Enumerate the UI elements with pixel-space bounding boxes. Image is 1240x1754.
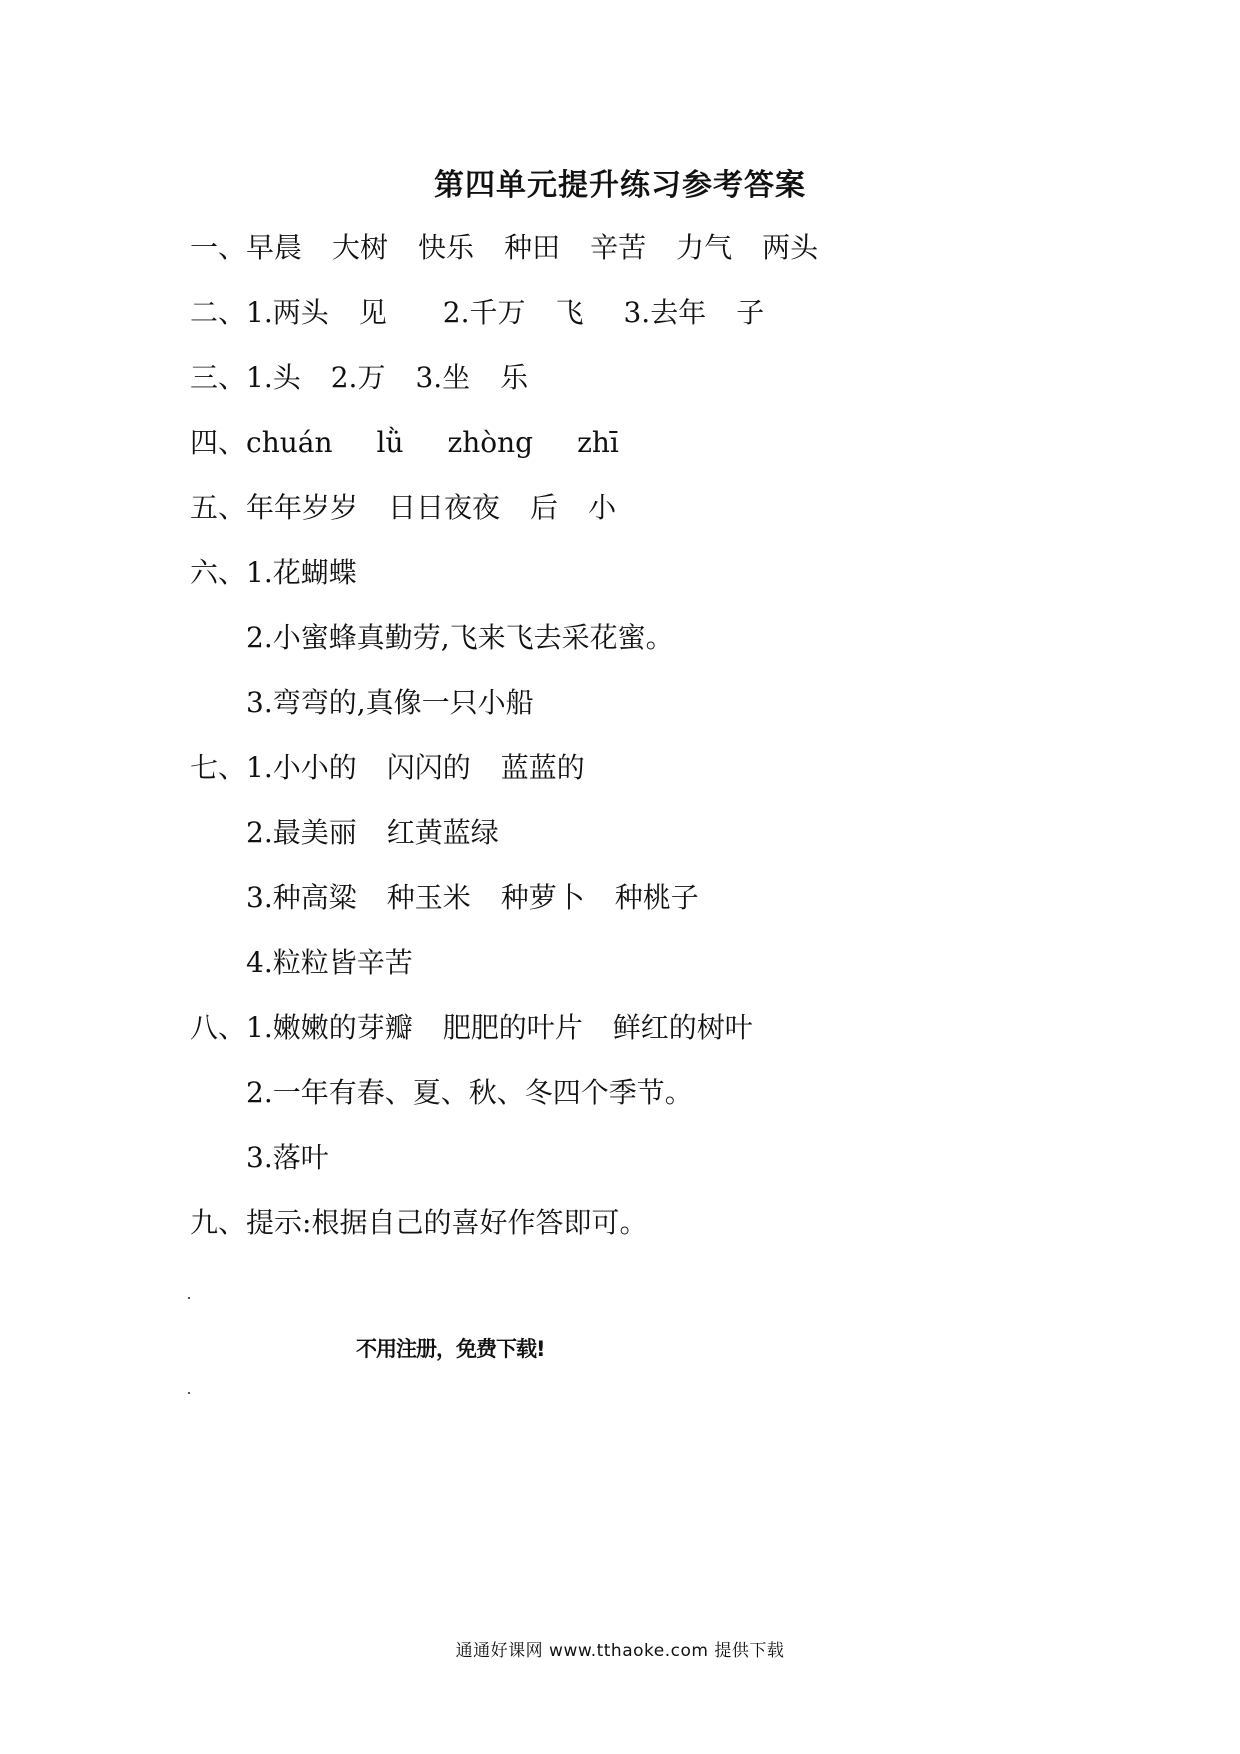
section-label: 二、 (190, 296, 247, 329)
answer-line-6-1 (190, 555, 357, 591)
answer-line-8-2 (246, 1075, 693, 1111)
footer-text: 通通好课网 www.tthaoke.com 提供下载 (455, 1641, 785, 1661)
answer-line-3 (190, 360, 528, 396)
pinyin-item: zhī (577, 426, 619, 459)
answer-line-8-3 (246, 1140, 329, 1176)
answer-item: 3.落叶 (246, 1141, 329, 1174)
answer-item: 种玉米 (386, 881, 471, 914)
answer-line-7-3 (246, 880, 699, 916)
page-title: 第四单元提升练习参考答案 (434, 168, 806, 203)
answer-item: 肥肥的叶片 (442, 1011, 583, 1044)
answer-item: 种田 (504, 231, 561, 264)
answer-item: 小 (588, 491, 617, 524)
answer-line-9 (190, 1205, 647, 1241)
answer-item: 3.去年 (623, 296, 707, 329)
answer-line-8-1 (190, 1010, 753, 1046)
answer-item: 年年岁岁 (246, 491, 359, 524)
answer-item: 3.弯弯的,真像一只小船 (246, 686, 534, 719)
section-label: 四、 (190, 426, 247, 459)
answer-item: 1.头 (246, 361, 301, 394)
answer-item: 大树 (332, 231, 389, 264)
answer-item: 1.小小的 (246, 751, 357, 784)
answer-item: 1.两头 (246, 296, 329, 329)
answer-item: 2.小蜜蜂真勤劳,飞来飞去采花蜜。 (246, 621, 674, 654)
answer-item: 2.一年有春、夏、秋、冬四个季节。 (246, 1076, 693, 1109)
answer-item: 红黄蓝绿 (386, 816, 499, 849)
answer-item: 1.花蝴蝶 (246, 556, 357, 589)
answer-line-6-2 (246, 620, 674, 656)
answer-item: 2.万 (330, 361, 386, 394)
answer-line-2 (190, 295, 764, 331)
answer-item: 种桃子 (614, 881, 699, 914)
answer-item: 蓝蓝的 (500, 751, 585, 784)
answer-item: 力气 (676, 231, 733, 264)
answer-item: 飞 (555, 296, 584, 329)
answer-item: 提示:根据自己的喜好作答即可。 (246, 1206, 648, 1239)
answer-line-7-2 (246, 815, 499, 851)
answer-item: 种萝卜 (500, 881, 585, 914)
section-label: 一、 (190, 231, 247, 264)
section-label: 五、 (190, 491, 247, 524)
section-label: 七、 (190, 751, 247, 784)
answer-item: 3.种高粱 (246, 881, 357, 914)
answer-line-5 (190, 490, 616, 526)
answer-item: 4.粒粒皆辛苦 (246, 946, 413, 979)
answer-item: 两头 (762, 231, 819, 264)
answer-item: 见 (358, 296, 387, 329)
answer-line-6-3 (246, 685, 534, 721)
scan-speck (188, 1297, 190, 1299)
answer-item: 快乐 (418, 231, 475, 264)
section-label: 三、 (190, 361, 247, 394)
answer-line-4 (190, 425, 619, 461)
answer-item: 3.坐 (415, 361, 471, 394)
scan-speck (188, 1392, 190, 1394)
answer-line-7-1 (190, 750, 585, 786)
pinyin-item: zhòng (447, 426, 534, 459)
answer-item: 辛苦 (590, 231, 647, 264)
answer-item: 早晨 (246, 231, 303, 264)
answer-item: 日日夜夜 (388, 491, 501, 524)
answer-item: 2.最美丽 (246, 816, 357, 849)
answer-line-7-4 (246, 945, 413, 981)
pinyin-item: lǜ (376, 426, 404, 459)
answer-line-1 (190, 230, 818, 266)
pinyin-item: chuán (246, 426, 333, 459)
promo-text: 不用注册，免费下载! (356, 1337, 545, 1361)
answer-item: 乐 (500, 361, 529, 394)
answer-item: 2.千万 (442, 296, 526, 329)
section-label: 八、 (190, 1011, 247, 1044)
section-label: 九、 (190, 1206, 247, 1239)
answer-item: 后 (530, 491, 559, 524)
section-label: 六、 (190, 556, 247, 589)
answer-item: 鲜红的树叶 (612, 1011, 753, 1044)
answer-item: 1.嫩嫩的芽瓣 (246, 1011, 413, 1044)
answer-item: 闪闪的 (386, 751, 471, 784)
answer-item: 子 (736, 296, 765, 329)
